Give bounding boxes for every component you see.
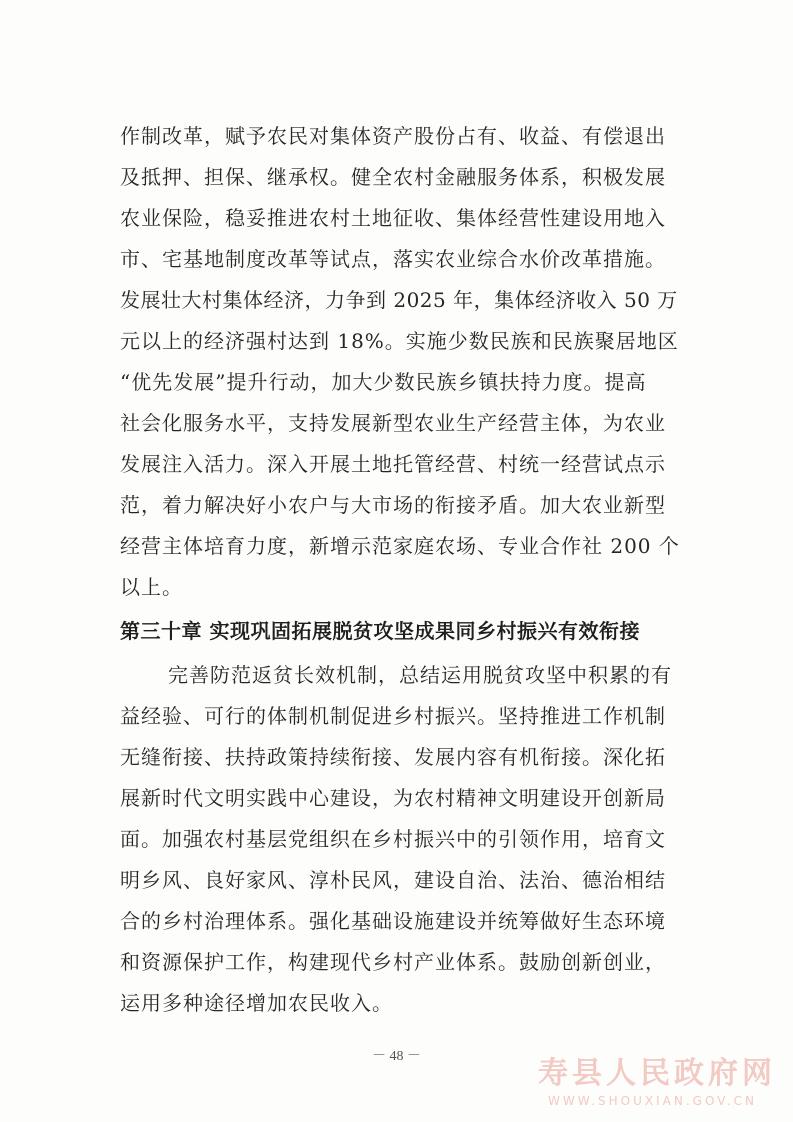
- paragraph-line: 合的乡村治理体系。强化基础设施建设并统筹做好生态环境: [120, 909, 666, 933]
- paragraph-line: 作制改革，赋予农民对集体资产股份占有、收益、有偿退出: [120, 124, 666, 148]
- watermark-site-name: 寿县人民政府网: [538, 1056, 776, 1091]
- paragraph-line: 发展注入活力。深入开展土地托管经营、村统一经营试点示: [120, 452, 666, 476]
- watermark-site-url: WWW.SHOUXIAN.GOV.CN: [548, 1094, 758, 1108]
- paragraph-line: 经营主体培育力度，新增示范家庭农场、专业合作社 200 个: [120, 534, 680, 558]
- page-number: － 48 －: [372, 1049, 421, 1064]
- paragraph-line: 农业保险，稳妥推进农村土地征收、集体经营性建设用地入: [120, 206, 666, 230]
- paragraph-line: 元以上的经济强村达到 18%。实施少数民族和民族聚居地区: [120, 329, 679, 353]
- paragraph-line: 和资源保护工作，构建现代乡村产业体系。鼓励创新创业，: [120, 950, 666, 974]
- paragraph-line: “优先发展”提升行动，加大少数民族乡镇扶持力度。提高: [120, 370, 647, 394]
- paragraph-line: 完善防范返贫长效机制，总结运用脱贫攻坚中积累的有: [168, 663, 672, 687]
- paragraph-line: 以上。: [120, 575, 183, 599]
- paragraph-line: 明乡风、良好家风、淳朴民风，建设自治、法治、德治相结: [120, 868, 666, 892]
- paragraph-line: 市、宅基地制度改革等试点，落实农业综合水价改革措施。: [120, 247, 666, 271]
- paragraph-line: 及抵押、担保、继承权。健全农村金融服务体系，积极发展: [120, 165, 666, 189]
- paragraph-line: 展新时代文明实践中心建设，为农村精神文明建设开创新局: [120, 786, 666, 810]
- paragraph-line: 发展壮大村集体经济，力争到 2025 年，集体经济收入 50 万: [120, 288, 678, 312]
- paragraph-line: 社会化服务水平，支持发展新型农业生产经营主体，为农业: [120, 411, 666, 435]
- paragraph-line: 运用多种途径增加农民收入。: [120, 991, 393, 1015]
- chapter-heading: 第三十章 实现巩固拓展脱贫攻坚成果同乡村振兴有效衔接: [120, 619, 640, 643]
- paragraph-line: 益经验、可行的体制机制促进乡村振兴。坚持推进工作机制: [120, 704, 666, 728]
- paragraph-line: 无缝衔接、扶持政策持续衔接、发展内容有机衔接。深化拓: [120, 745, 666, 769]
- paragraph-line: 范，着力解决好小农户与大市场的衔接矛盾。加大农业新型: [120, 493, 666, 517]
- paragraph-line: 面。加强农村基层党组织在乡村振兴中的引领作用，培育文: [120, 827, 666, 851]
